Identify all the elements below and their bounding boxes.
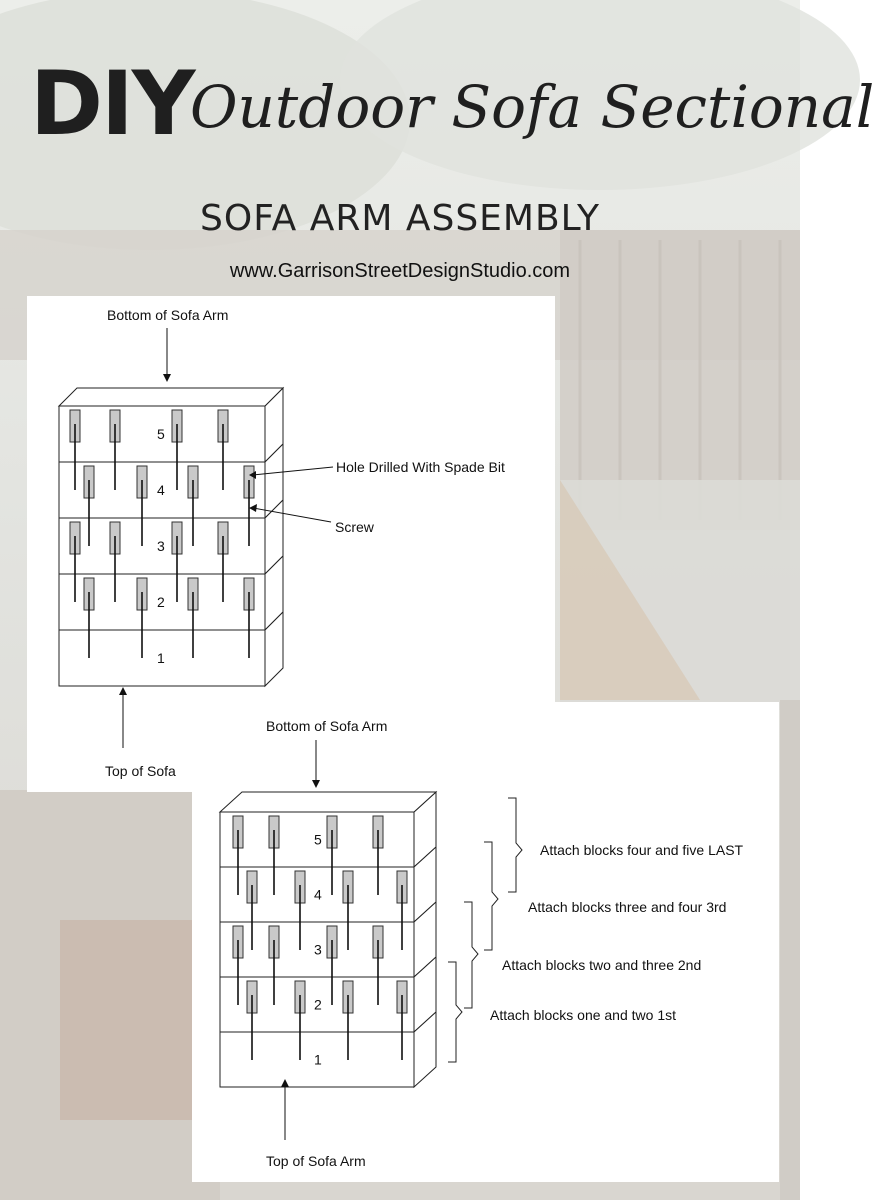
block-number: 3 (157, 538, 165, 554)
block-number: 2 (314, 996, 322, 1013)
bottom-label: Top of Sofa Arm (266, 1153, 366, 1169)
block-number: 4 (314, 886, 322, 903)
bottom-arrowhead (119, 687, 127, 695)
block-top (220, 792, 436, 812)
screw-callout: Screw (335, 519, 374, 535)
top-label: Bottom of Sofa Arm (107, 307, 229, 323)
bottom-label: Top of Sofa (105, 763, 176, 779)
block-5 (59, 388, 283, 462)
block-number: 5 (157, 426, 165, 442)
step-3-label: Attach blocks three and four 3rd (528, 899, 727, 915)
block-number: 1 (314, 1051, 322, 1068)
step-2-label: Attach blocks two and three 2nd (502, 957, 702, 973)
block-number: 4 (157, 482, 165, 498)
block-number: 3 (314, 941, 322, 958)
top-arrowhead (312, 780, 320, 788)
top-label: Bottom of Sofa Arm (266, 718, 388, 734)
brace-step-4 (508, 798, 522, 892)
website-url: www.GarrisonStreetDesignStudio.com (229, 260, 571, 282)
subtitle: SOFA ARM ASSEMBLY (200, 198, 600, 239)
hole-callout: Hole Drilled With Spade Bit (336, 459, 505, 475)
block-number: 1 (157, 650, 165, 666)
brace-step-2 (464, 902, 478, 1008)
block-number: 5 (314, 831, 322, 848)
step-1-label: Attach blocks one and two 1st (490, 1007, 676, 1023)
block-top (59, 388, 283, 406)
step-4-label: Attach blocks four and five LAST (540, 842, 744, 858)
brace-step-3 (484, 842, 498, 950)
brace-step-1 (448, 962, 462, 1062)
block-number: 2 (157, 594, 165, 610)
diy-heading: DIY (30, 52, 194, 155)
diagram-panel-2 (192, 702, 779, 1182)
top-arrowhead (163, 374, 171, 382)
assembly-diagram-2 (192, 702, 779, 1182)
script-title: Outdoor Sofa Sectional (190, 73, 874, 141)
